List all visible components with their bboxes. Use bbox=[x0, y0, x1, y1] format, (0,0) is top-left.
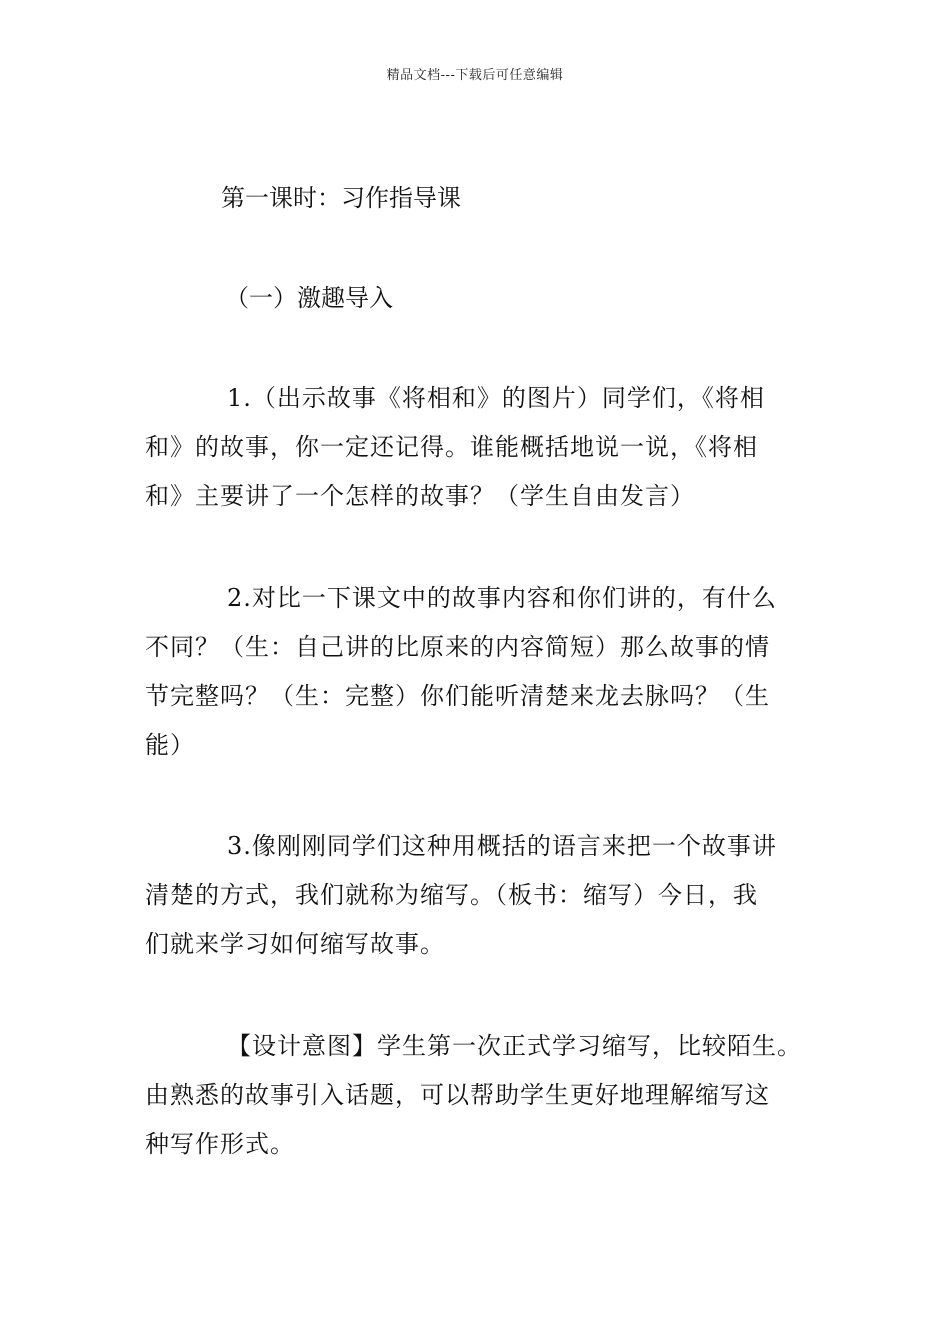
paragraph-line: 种写作形式。 bbox=[145, 1130, 295, 1158]
paragraph-line: 不同？（生：自己讲的比原来的内容简短）那么故事的情 bbox=[145, 633, 770, 661]
paragraph-line: 由熟悉的故事引入话题，可以帮助学生更好地理解缩写这 bbox=[145, 1081, 770, 1109]
paragraph-line: 能） bbox=[145, 731, 195, 759]
paragraph-line: 节完整吗？（生：完整）你们能听清楚来龙去脉吗？（生 bbox=[145, 682, 770, 710]
paragraph-line: 【设计意图】学生第一次正式学习缩写，比较陌生。 bbox=[227, 1032, 802, 1060]
paragraph-line: 1.（出示故事《将相和》的图片）同学们，《将相 bbox=[227, 384, 765, 412]
page-header: 精品文档---下载后可任意编辑 bbox=[386, 68, 564, 83]
paragraph-line: 3.像刚刚同学们这种用概括的语言来把一个故事讲 bbox=[227, 832, 777, 860]
paragraph-line: 和》的故事，你一定还记得。谁能概括地说一说，《将相 bbox=[145, 433, 758, 461]
paragraph-line: 们就来学习如何缩写故事。 bbox=[145, 930, 445, 958]
paragraph-line: 2.对比一下课文中的故事内容和你们讲的，有什么 bbox=[227, 584, 777, 612]
lesson-title: 第一课时：习作指导课 bbox=[221, 184, 461, 212]
design-intent-paragraph bbox=[145, 1022, 810, 1169]
paragraph-1 bbox=[145, 374, 810, 521]
section-heading: （一）激趣导入 bbox=[225, 284, 393, 312]
paragraph-line: 和》主要讲了一个怎样的故事？（学生自由发言） bbox=[145, 482, 695, 510]
paragraph-line: 清楚的方式，我们就称为缩写。（板书：缩写）今日，我 bbox=[145, 881, 758, 909]
paragraph-3 bbox=[145, 822, 810, 969]
paragraph-2 bbox=[145, 574, 810, 770]
